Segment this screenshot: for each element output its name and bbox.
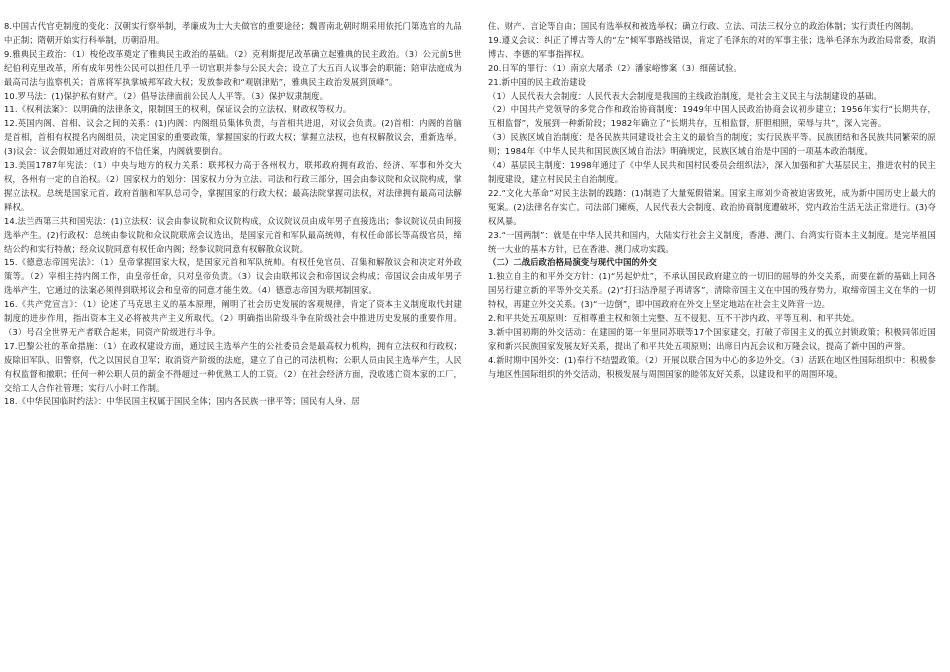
paragraph-communist-manifesto: 16.《共产党宣言》：（1）论述了马克思主义的基本原理，阐明了社会历史发展的客观规律，肯定了资本主义制度取代封建制度的进步作用，指出资本主义必将被共产主义所取代。（2）明确指出阶级斗争在阶级社会中推进历史发展的重要作用。（3）号召全世界无产者联合起来，同资产阶级进行斗争。 xyxy=(4,299,462,337)
paragraph-independent-foreign-policy: 1.独立自主的和平外交方针：(1)“另起炉灶”，不承认国民政府建立的一切旧的屈辱的外交关系，而要在新的基础上同各国另行建立新的平等外交关系。(2)“打扫洁净屋子再请客”，清除帝国主义在中国的残存势力，取缔帝国主义在华的一切特权，再建立外交关系。(3)“一边倒”，即中国政府在外交上坚定地站在社会主义阵营一边。 xyxy=(488,271,936,310)
paragraph-npc-system: （1）人民代表大会制度：人民代表大会制度是我国的主线政治制度，是社会主义民主与法制建设的基础。 xyxy=(488,90,882,101)
paragraph-multiparty-cooperation: （2）中国共产党领导的多党合作和政治协商制度：1949年中国人民政治协商会议初步建立；1956年实行“长期共存，互相监督”，发展到一种新阶段；1982年确立了“长期共存，互相监督，肝胆相照，荣辱与共”，深入完善。 xyxy=(488,104,936,129)
paragraph-japanese-crimes: 20.日军的罪行：（1）南京大屠杀（2）潘家峪惨案（3）细菌试验。 xyxy=(488,62,742,73)
paragraph-new-era-diplomacy: 4.新时期中国外交：(1)奉行不结盟政策。（2）开展以联合国为中心的多边外交。（3）活跃在地区性国际组织中：积极参与地区性国际组织的外交活动，积极发展与周围国家的睦邻友好关系，以建设和平的周围环境。 xyxy=(488,354,936,379)
paragraph-zunyi-conference: 19.遵义会议：纠正了博古等人的“左”倾军事路线错误，肯定了毛泽东的对的军事主张；选举毛泽东为政治局常委，取消博古、李德的军事指挥权。 xyxy=(488,34,936,59)
paragraph-roman-law: 10.罗马法：(1)保护私有财产。（2）倡导法律面前公民人人平等。（3）保护奴隶制度。 xyxy=(4,90,329,101)
paragraph-regional-autonomy: （3）民族区域自治制度：是各民族共同建设社会主义的最恰当的制度；实行民族平等、民族团结和各民族共同繁荣的原则；1984年《中华人民共和国民族区域自治法》明确规定，民族区域自治是中国的一项基本政治制度。 xyxy=(488,132,936,157)
paragraph-british-cabinet: 12.英国内阁、首相、议会之间的关系：(1)内阁：内阁组员集体负责，与首相共进退，对议会负责。(2)首相：内阁的首脑是首相，首相有权提名内阁组员，决定国家的重要政策，掌握国家的行政大权；掌握立法权，也有权解散议会，重新选举。(3)议会：议会假如通过对政府的不信任案，内阁就要倒台。 xyxy=(4,118,462,157)
paragraph-early-diplomacy: 3.新中国初期的外交活动：在建国的第一年里同苏联等17个国家建交，打破了帝国主义的孤立封锁政策；积极同邻近国家和新兴民族国家发展友好关系，提出了和平共处五项原则；出席日内瓦会议和万隆会议，提高了新中国的声誉。 xyxy=(488,326,936,351)
paragraph-athenian-democracy: 9.雅典民主政治：（1）梭伦改革奠定了雅典民主政治的基础。（2）克利斯提尼改革确立起雅典的民主政治。（3）公元前5世纪伯利克里改革，所有成年男性公民可以担任几乎一切官职并参与公民大会；设立了大五百人议事会的职能；陪审法庭成为最高司法与监察机关；首席将军执掌城邦军政大权；发放参政和“观剧津贴”，雅典民主政治发展到顶峰”。 xyxy=(4,48,462,87)
paragraph-chinese-official-system: 8.中国古代官吏制度的变化：汉朝实行察举制，孝廉成为士大夫做官的重要途径；魏晋南北朝时期采用依托门第选官的九品中正制；隋朝开始实行科举制，历朝沿用。 xyxy=(4,21,462,45)
paragraph-new-china-democracy-title: 21.新中国的民主政治建设 xyxy=(488,76,587,87)
paragraph-grassroots-democracy: （4）基层民主制度：1998年通过了《中华人民共和国村民委员会组织法》，深入加强和扩大基层民主，推进农村的民主制度建设，建立村民民主自治制度。 xyxy=(488,160,936,184)
paragraph-one-country-two-systems: 23.“一国两制”：就是在中华人民共和国内，大陆实行社会主义制度，香港、澳门、台湾实行资本主义制度。是完毕祖国统一大业的基本方针，已在香港、澳门成功实践。 xyxy=(488,229,936,254)
paragraph-paris-commune: 17.巴黎公社的革命措施：（1）在政权建设方面，通过民主选举产生的公社委员会是最高权力机构，拥有立法权和行政权；废除旧军队、旧警察，代之以国民自卫军；取消资产阶级的法庭，建立了自己的司法机构；公职人员由民主选举产生，人民有权监督和撤职；任何一种公职人员的薪金不得超过一种优熟工人的工资。（2）在社会经济方面，没收逃亡资本家的工厂，交给工人合作社管理；实行八小时工作制。 xyxy=(4,340,462,393)
paragraph-cultural-revolution: 22.“文化大革命”对民主法制的践踏：(1)制造了大量冤假错案。国家主席刘少奇被迫害致死，成为新中国历史上最大的冤案。(2)法律名存实亡。司法部门瘫痪，人民代表大会制度、政治协商制度遭破坏，党内政治生活无法正常进行。(3)夺权风暴。 xyxy=(488,187,936,226)
paragraph-french-third-republic: 14.法兰西第三共和国宪法：(1)立法权：议会由参议院和众议院构成，众议院议员由成年男子直接选出；参议院议员由间接选举产生。(2)行政权：总统由参议院和众议院联席会议选出，是国家元首和军队最高统帅，有权任命部长等高级官员，缔结公约和实行特赦；经众议院同意有权任命内阁；经参议院同意有权解散众议院。 xyxy=(4,215,462,254)
paragraph-bill-of-rights: 11.《权利法案》：以明确的法律条文，限制国王的权利，保证议会的立法权、财政权等权力。 xyxy=(4,104,352,115)
paragraph-german-empire-constitution: 15.《德意志帝国宪法》：（1）皇帝掌握国家大权，是国家元首和军队统帅。有权任免官员、召集和解散议会和决定对外政策等。（2）宰相主持内阁工作，由皇帝任命，只对皇帝负责。（3）议会由联邦议会和帝国议会构成；帝国议会由成年男子选举产生，它通过的法案必须得到联邦议会和皇帝的同意才能生效。（4）德意志帝国为联邦制国家。 xyxy=(4,257,462,296)
paragraph-provisional-constitution: 18.《中华民国临时约法》：中华民国主权属于国民全体；国内各民族一律平等；国民有人身、居 xyxy=(4,396,360,407)
right-column xyxy=(470,20,940,665)
paragraph-five-principles: 2.和平共处五项原则：互相尊重主权和领土完整、互不侵犯、互不干涉内政、平等互利、和平共处。 xyxy=(488,313,860,324)
paragraph-provisional-constitution-cont: 住、财产、言论等自由；国民有选举权和被选举权；确立行政、立法、司法三权分立的政治体制；实行责任内阁制。 xyxy=(488,21,919,31)
paragraph-us-constitution: 13.美国1787年宪法：（1）中央与地方的权力关系：联邦权力高于各州权力，联邦政府拥有政治、经济、军事和外交大权，各州有一定的自治权。（2）国家权力的划分：国家权力分为立法、司法和行政三部分，国会由参议院和众议院构成，掌握立法权。总统是国家元首、政府首脑和军队总司令，掌握国家的行政大权；最高法院掌握司法权，对法律拥有最高司法解释权。 xyxy=(4,160,462,212)
left-column xyxy=(0,20,470,665)
section-heading-diplomacy: （二）二战后政治格局演变与现代中国的外交 xyxy=(488,257,657,268)
